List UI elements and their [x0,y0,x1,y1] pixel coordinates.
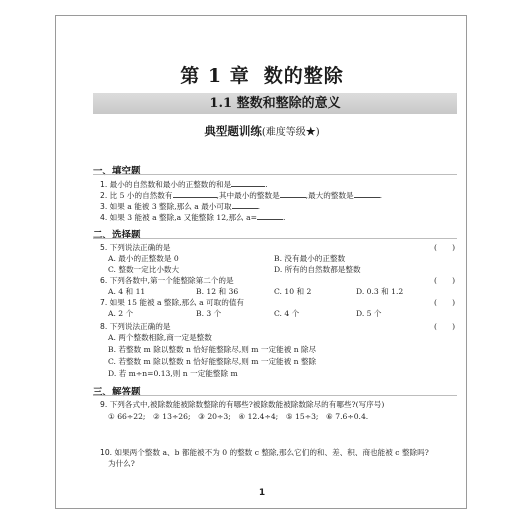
question-9-items: ① 66÷22; ② 13÷26; ③ 20÷3; ④ 12.4÷4; ⑤ 15÷3; ⑥ 7.6÷0.4. [108,412,369,421]
answer-blank[interactable] [173,190,217,198]
answer-parentheses[interactable]: ( ) [434,322,456,331]
option-d[interactable]: D. 5 个 [356,309,382,318]
option-a[interactable]: A. 最小的正整数是 0 [108,254,179,263]
difficulty-level: (难度等级★) [261,127,320,138]
option-c[interactable]: C. 4 个 [274,309,300,318]
option-c[interactable]: C. 若整数 m 除以整数 n 恰好能整除尽,则 m 一定能被 n 整除 [108,357,317,366]
divider [93,238,457,239]
answer-blank[interactable] [231,179,265,187]
question-5: 5. 下列说法正确的是 [100,243,171,252]
section-title: 1.1 整数和整除的意义 [93,93,457,114]
page-number: 1 [258,488,266,498]
question-3: 3. 如果 a 能被 3 整除,那么 a 最小可取 . [100,202,261,211]
answer-blank[interactable] [280,190,306,198]
part1-heading: 一、填空题 [93,166,141,177]
option-b[interactable]: B. 若整数 m 除以整数 n 恰好能整除尽,则 m 一定能被 n 除尽 [108,345,317,354]
option-b[interactable]: B. 12 和 36 [196,287,239,296]
option-b[interactable]: B. 3 个 [196,309,222,318]
divider [93,395,457,396]
option-d[interactable]: D. 若 m÷n=0.13,则 n 一定能整除 m [108,369,238,378]
training-name: 典型题训练 [204,124,262,138]
question-6: 6. 下列各数中,第一个能整除第二个的是 [100,276,234,285]
question-10-cont: 为什么? [108,459,135,468]
option-b[interactable]: B. 没有最小的正整数 [274,254,346,263]
option-a[interactable]: A. 4 和 11 [108,287,146,296]
chapter-title [56,61,468,88]
document-page [55,15,467,509]
answer-parentheses[interactable]: ( ) [434,276,456,285]
chapter-name: 数的整除 [263,65,344,87]
question-7: 7. 如果 15 能被 a 整除,那么 a 可取的值有 [100,298,245,307]
option-a[interactable]: A. 两个整数相除,商一定是整数 [108,333,212,342]
part3-heading: 三、解答题 [93,387,141,398]
answer-parentheses[interactable]: ( ) [434,243,456,252]
part2-heading: 二、选择题 [93,230,141,241]
question-1: 1. 最小的自然数和最小的正整数的和是 . [100,180,268,189]
answer-blank[interactable] [257,212,283,220]
option-d[interactable]: D. 所有的自然数都是整数 [274,265,361,274]
question-10: 10. 如果两个整数 a、b 都能被不为 0 的整数 c 整除,那么它们的和、差、积、商也能被 c 整除吗? [100,448,429,457]
option-a[interactable]: A. 2 个 [108,309,134,318]
answer-blank[interactable] [232,201,258,209]
question-8: 8. 下列说法正确的是 [100,322,171,331]
question-2: 2. 比 5 小的自然数有 ,其中最小的整数是 ,最大的整数是 . [100,191,383,200]
question-4: 4. 如果 3 能被 a 整除,a 又能整除 12,那么 a= . [100,213,286,222]
chapter-number: 第 1 章 [180,65,250,87]
option-c[interactable]: C. 整数一定比小数大 [108,265,180,274]
divider [93,174,457,175]
training-title [56,123,468,139]
option-c[interactable]: C. 10 和 2 [274,287,312,296]
answer-parentheses[interactable]: ( ) [434,298,456,307]
question-9: 9. 下列各式中,被除数能被除数整除的有哪些?被除数能被除数除尽的有哪些?(写序号) [100,400,385,409]
option-d[interactable]: D. 0.3 和 1.2 [356,287,404,296]
answer-blank[interactable] [354,190,380,198]
